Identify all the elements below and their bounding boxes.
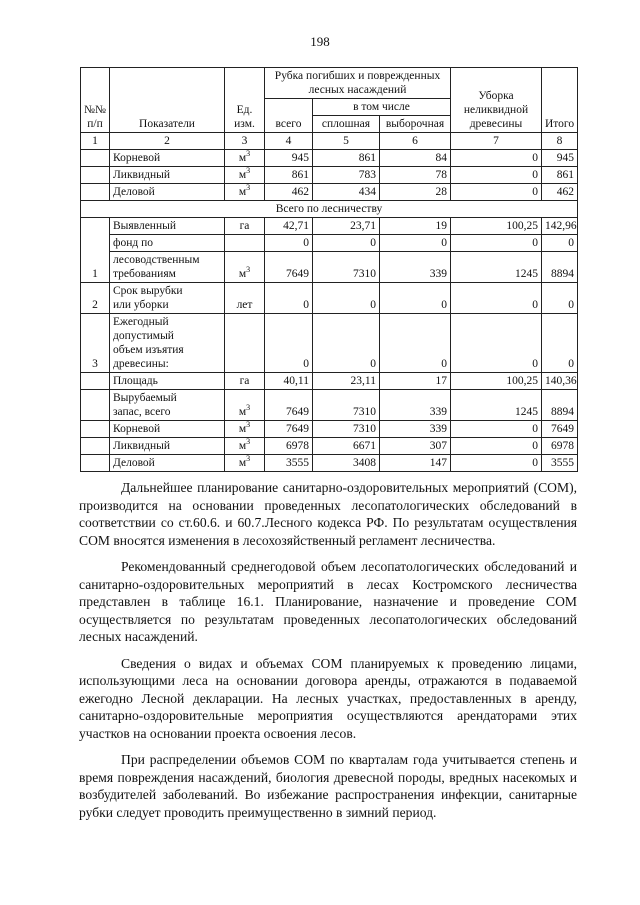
value-cell: 861 bbox=[265, 167, 313, 184]
value-cell: 0 bbox=[451, 438, 542, 455]
page-number: 198 bbox=[310, 34, 330, 49]
col-number: 1 bbox=[81, 133, 110, 150]
value-cell: 861 bbox=[542, 167, 578, 184]
row-label: Срок вырубки или уборки bbox=[110, 283, 225, 314]
unit-cell: $м^3$ bbox=[225, 455, 265, 472]
header-indicators: Показатели bbox=[110, 68, 225, 133]
table-row bbox=[81, 421, 578, 438]
value-cell: 3555 bbox=[542, 455, 578, 472]
value-cell: 0 bbox=[542, 235, 578, 252]
unit-cell: га bbox=[225, 373, 265, 390]
column-number-row bbox=[81, 133, 578, 150]
value-cell: 861 bbox=[313, 150, 380, 167]
paragraph: Рекомендованный среднегодовой объем лесопатологических обследований и санитарно-оздоровительных мероприятий в лесах Костромского лесничества представлен в таблице 16.1. Планирование, назначение и проведение СОМ осуществляется по результатам проведенных лесопатологических обследований лесных насаждений. bbox=[79, 559, 577, 644]
table-row bbox=[81, 150, 578, 167]
value-cell: 8894 bbox=[542, 390, 578, 421]
table-row bbox=[81, 314, 578, 373]
value-cell: 7649 bbox=[265, 390, 313, 421]
value-cell: 6671 bbox=[313, 438, 380, 455]
value-cell: 100,25 bbox=[451, 373, 542, 390]
unit-cell: $м^3$ bbox=[225, 421, 265, 438]
value-cell: 339 bbox=[380, 390, 451, 421]
col-number: 7 bbox=[451, 133, 542, 150]
value-cell: 28 bbox=[380, 184, 451, 201]
table-row bbox=[81, 455, 578, 472]
row-label: Вырубаемый запас, всего bbox=[110, 390, 225, 421]
section-title: Всего по лесничеству bbox=[81, 201, 578, 218]
row-label: Деловой bbox=[110, 184, 225, 201]
value-cell: 0 bbox=[265, 314, 313, 373]
table-row bbox=[81, 235, 578, 252]
value-cell: 17 bbox=[380, 373, 451, 390]
value-cell: 945 bbox=[265, 150, 313, 167]
row-label: Ликвидный bbox=[110, 167, 225, 184]
value-cell: 307 bbox=[380, 438, 451, 455]
value-cell: 40,11 bbox=[265, 373, 313, 390]
body-text bbox=[79, 479, 577, 830]
value-cell: 0 bbox=[313, 235, 380, 252]
value-cell: 0 bbox=[451, 421, 542, 438]
value-cell: 6978 bbox=[542, 438, 578, 455]
value-cell: 78 bbox=[380, 167, 451, 184]
value-cell: 8894 bbox=[542, 252, 578, 283]
value-cell: 7310 bbox=[313, 390, 380, 421]
unit-cell: $м^3$ bbox=[225, 390, 265, 421]
unit-cell: $м^3$ bbox=[225, 184, 265, 201]
value-cell: 7310 bbox=[313, 252, 380, 283]
header-incl: в том числе bbox=[313, 99, 451, 116]
value-cell: 945 bbox=[542, 150, 578, 167]
value-cell: 0 bbox=[265, 283, 313, 314]
value-cell: 0 bbox=[451, 150, 542, 167]
value-cell: 3408 bbox=[313, 455, 380, 472]
row-label: фонд по bbox=[110, 235, 225, 252]
paragraph: Сведения о видах и объемах СОМ планируемых к проведению лицами, использующими леса на основании договора аренды, отражаются в подаваемой ежегодно Лесной декларации. На лесных участках, предоставленных в аренду, санитарно-оздоровительные мероприятия осуществляются арендаторами этих участков на основании проекта освоения лесов. bbox=[79, 655, 577, 741]
value-cell: 0 bbox=[451, 235, 542, 252]
row-label: Ежегодный допустимый объем изъятия древесины: bbox=[110, 314, 225, 373]
value-cell: 7310 bbox=[313, 421, 380, 438]
header-felling: Рубка погибших и поврежденных лесных насаждений bbox=[265, 68, 451, 99]
row-label: Деловой bbox=[110, 455, 225, 472]
unit-cell: $м^3$ bbox=[225, 150, 265, 167]
value-cell: 23,71 bbox=[313, 218, 380, 235]
value-cell: 0 bbox=[313, 283, 380, 314]
value-cell: 0 bbox=[380, 235, 451, 252]
value-cell: 434 bbox=[313, 184, 380, 201]
value-cell: 0 bbox=[265, 235, 313, 252]
value-cell: 462 bbox=[542, 184, 578, 201]
value-cell: 23,11 bbox=[313, 373, 380, 390]
table-row bbox=[81, 167, 578, 184]
value-cell: 0 bbox=[380, 283, 451, 314]
value-cell: 7649 bbox=[542, 421, 578, 438]
value-cell: 0 bbox=[380, 314, 451, 373]
value-cell: 7649 bbox=[265, 421, 313, 438]
value-cell: 140,36 bbox=[542, 373, 578, 390]
header-unit: Ед. изм. bbox=[225, 68, 265, 133]
row-number: 1 bbox=[81, 218, 110, 283]
table-row bbox=[81, 283, 578, 314]
header-solid: сплошная bbox=[313, 116, 380, 133]
value-cell: 42,71 bbox=[265, 218, 313, 235]
col-number: 3 bbox=[225, 133, 265, 150]
som-table bbox=[80, 67, 578, 472]
paragraph: При распределении объемов СОМ по кварталам года учитывается степень и время повреждения насаждений, биология древесной породы, вредных насекомых и возбудителей заболеваний. Во избежание распространения инфекции, санитарные рубки следует проводить преимущественно в зимний период. bbox=[79, 752, 577, 820]
col-number: 4 bbox=[265, 133, 313, 150]
table-row bbox=[81, 438, 578, 455]
value-cell: 0 bbox=[313, 314, 380, 373]
value-cell: 84 bbox=[380, 150, 451, 167]
row-number: 3 bbox=[81, 314, 110, 373]
table-row bbox=[81, 252, 578, 283]
value-cell: 1245 bbox=[451, 390, 542, 421]
value-cell: 3555 bbox=[265, 455, 313, 472]
value-cell: 783 bbox=[313, 167, 380, 184]
header-total: Итого bbox=[542, 68, 578, 133]
value-cell: 142,96 bbox=[542, 218, 578, 235]
unit-cell: $м^3$ bbox=[225, 438, 265, 455]
value-cell: 0 bbox=[542, 283, 578, 314]
table-row bbox=[81, 373, 578, 390]
row-label: Корневой bbox=[110, 150, 225, 167]
value-cell: 462 bbox=[265, 184, 313, 201]
col-number: 2 bbox=[110, 133, 225, 150]
value-cell: 0 bbox=[451, 283, 542, 314]
paragraph: Дальнейшее планирование санитарно-оздоровительных мероприятий (СОМ), производится на основании проведенных лесопатологических обследований в соответствии со ст.60.6. и 60.7.Лесного кодекса РФ. По результатам осуществления СОМ вносятся изменения в лесохозяйственный регламент лесничества. bbox=[79, 480, 577, 548]
row-label: Ликвидный bbox=[110, 438, 225, 455]
value-cell: 339 bbox=[380, 421, 451, 438]
header-num: №№ п/п bbox=[81, 68, 110, 133]
row-label: Площадь bbox=[110, 373, 225, 390]
value-cell: 147 bbox=[380, 455, 451, 472]
value-cell: 339 bbox=[380, 252, 451, 283]
value-cell: 0 bbox=[542, 314, 578, 373]
header-cleanup: Уборка неликвидной древесины bbox=[451, 68, 542, 133]
table-row bbox=[81, 184, 578, 201]
unit-cell: $м^3$ bbox=[225, 167, 265, 184]
value-cell: 1245 bbox=[451, 252, 542, 283]
value-cell: 0 bbox=[451, 455, 542, 472]
value-cell: 19 bbox=[380, 218, 451, 235]
unit-cell: га bbox=[225, 218, 265, 235]
unit-cell: лет bbox=[225, 283, 265, 314]
value-cell: 6978 bbox=[265, 438, 313, 455]
value-cell: 100,25 bbox=[451, 218, 542, 235]
header-selective: выборочная bbox=[380, 116, 451, 133]
value-cell: 0 bbox=[451, 314, 542, 373]
col-number: 5 bbox=[313, 133, 380, 150]
row-number: 2 bbox=[81, 283, 110, 314]
table-row bbox=[81, 390, 578, 421]
value-cell: 7649 bbox=[265, 252, 313, 283]
unit-cell: $м^3$ bbox=[225, 252, 265, 283]
value-cell: 0 bbox=[451, 184, 542, 201]
col-number: 6 bbox=[380, 133, 451, 150]
table-row bbox=[81, 218, 578, 235]
header-total-sub: всего bbox=[265, 99, 313, 133]
row-label: Выявленный bbox=[110, 218, 225, 235]
col-number: 8 bbox=[542, 133, 578, 150]
row-label: лесоводственным требованиям bbox=[110, 252, 225, 283]
row-label: Корневой bbox=[110, 421, 225, 438]
value-cell: 0 bbox=[451, 167, 542, 184]
